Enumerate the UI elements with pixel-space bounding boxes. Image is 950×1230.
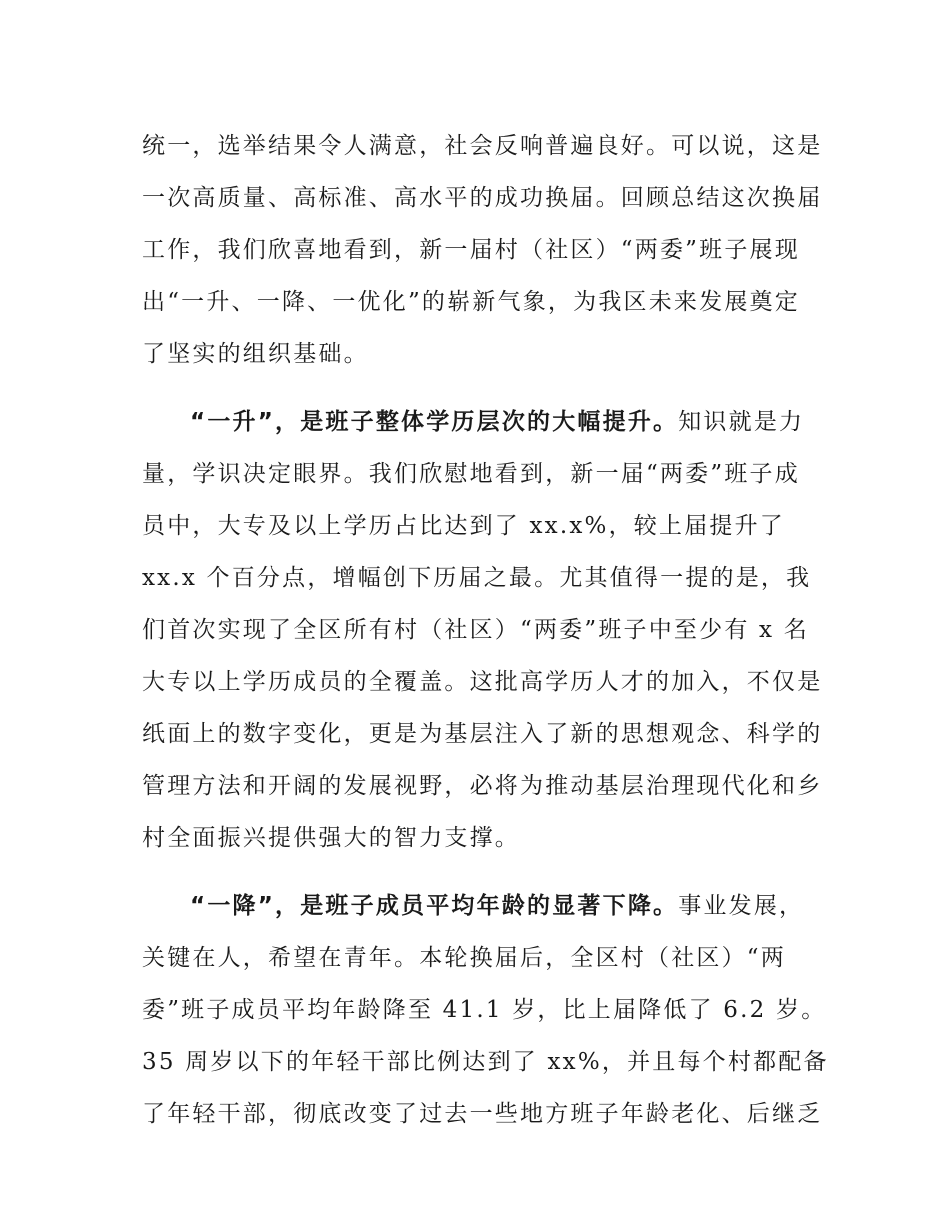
paragraph-lead-line xyxy=(142,396,814,448)
text-line: 委”班子成员平均年龄降至 41.1 岁，比上届降低了 6.2 岁。 xyxy=(142,997,827,1023)
text-line: 纸面上的数字变化，更是为基层注入了新的思想观念、科学的 xyxy=(142,721,823,747)
paragraph-intro xyxy=(142,120,823,380)
text-line: 大专以上学历成员的全覆盖。这批高学历人才的加入，不仅是 xyxy=(142,669,823,695)
text-line: 量，学识决定眼界。我们欣慰地看到，新一届“两委”班子成 xyxy=(142,461,800,487)
text-line: xx.x 个百分点，增幅创下历届之最。尤其值得一提的是，我 xyxy=(142,565,812,591)
text-line: 们首次实现了全区所有村（社区）“两委”班子中至少有 x 名 xyxy=(142,617,809,643)
paragraph-lead-line xyxy=(142,880,814,932)
paragraph-age xyxy=(142,880,829,1140)
text-line: 村全面振兴提供强大的智力支撑。 xyxy=(142,825,520,851)
paragraph-heading: “一降”，是班子成员平均年龄的显著下降。 xyxy=(190,893,679,919)
document-body xyxy=(142,120,829,1140)
text-line: 了年轻干部，彻底改变了过去一些地方班子年龄老化、后继乏 xyxy=(142,1101,823,1127)
text-line: 了坚实的组织基础。 xyxy=(142,341,369,367)
text-line: 统一，选举结果令人满意，社会反响普遍良好。可以说，这是 xyxy=(142,133,823,159)
lead-line-text: 事业发展， xyxy=(678,893,805,919)
text-line: 员中，大专及以上学历占比达到了 xx.x%，较上届提升了 xyxy=(142,513,785,539)
text-line: 关键在人，希望在青年。本轮换届后，全区村（社区）“两 xyxy=(142,945,786,971)
text-line: 工作，我们欣喜地看到，新一届村（社区）“两委”班子展现 xyxy=(142,237,800,263)
text-line: 出“一升、一降、一优化”的崭新气象，为我区未来发展奠定 xyxy=(142,289,800,315)
text-line: 管理方法和开阔的发展视野，必将为推动基层治理现代化和乡 xyxy=(142,773,823,799)
text-line: 35 周岁以下的年轻干部比例达到了 xx%，并且每个村都配备 xyxy=(142,1049,829,1075)
paragraph-education xyxy=(142,396,823,864)
lead-line-text: 知识就是力 xyxy=(678,409,805,435)
paragraph-heading: “一升”，是班子整体学历层次的大幅提升。 xyxy=(190,409,679,435)
text-line: 一次高质量、高标准、高水平的成功换届。回顾总结这次换届 xyxy=(142,185,823,211)
